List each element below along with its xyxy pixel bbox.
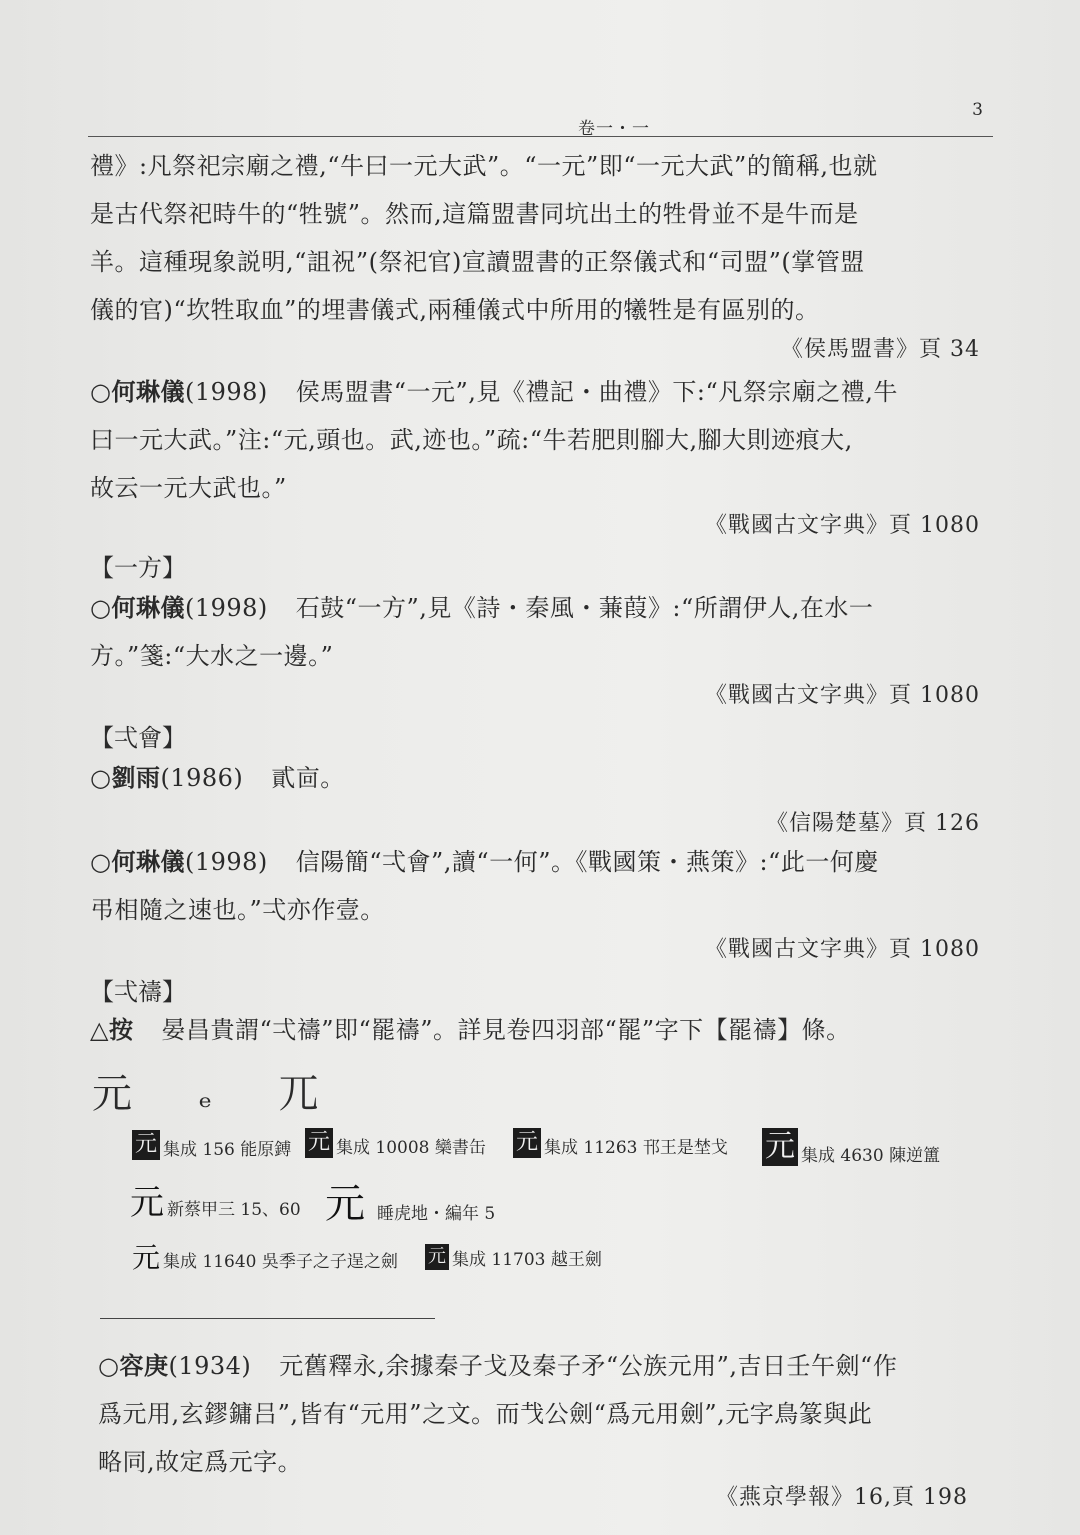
entry-5	[98, 1342, 988, 1486]
glyph-image: 元	[325, 1181, 365, 1227]
entry-3	[90, 754, 990, 802]
inscription-item	[132, 1130, 291, 1160]
note	[90, 1006, 990, 1054]
author-name: ○何琳儀	[90, 594, 185, 622]
entry-1	[90, 368, 990, 512]
text-line: 略同,故定爲元字。	[98, 1448, 303, 1476]
note-text: 晏昌貴謂“弌禱”即“罷禱”。詳見卷四羽部“罷”字下【罷禱】條。	[161, 1016, 851, 1044]
page-header	[88, 100, 993, 137]
inscription-label: 集成 156 能原鎛	[163, 1140, 292, 1160]
glyph-image: 元	[513, 1128, 541, 1158]
inscription-label: 集成 10008 欒書缶	[336, 1138, 486, 1158]
text-line: 羊。這種現象説明,“詛祝”(祭祀官)宣讀盟書的正祭儀式和“司盟”(掌管盟	[90, 248, 865, 276]
year: (1998)	[184, 594, 268, 622]
author-name: ○何琳儀	[90, 848, 185, 876]
running-head: 卷一・一	[578, 119, 650, 139]
text-line: 是古代祭祀時牛的“牲號”。然而,這篇盟書同坑出土的牲骨並不是牛而是	[90, 200, 859, 228]
author-name: ○劉雨	[90, 764, 161, 792]
source-citation: 《戰國古文字典》頁 1080	[705, 513, 980, 538]
glyph-image: 元	[305, 1128, 333, 1158]
author-name: ○何琳儀	[90, 378, 185, 406]
inscription-item	[130, 1183, 301, 1223]
text-line: 貳㐭。	[271, 764, 345, 792]
section-divider	[100, 1318, 435, 1319]
inscription-item	[325, 1181, 496, 1227]
glyph-image: 元	[132, 1130, 160, 1160]
text-line: 禮》:凡祭祀宗廟之禮,“牛曰一元大武”。“一元”即“一元大武”的簡稱,也就	[90, 152, 878, 180]
source-citation: 《燕京學報》16,頁 198	[716, 1485, 968, 1510]
character-heading	[92, 1062, 355, 1119]
text-line: 曰一元大武。”注:“元,頭也。武,迹也。”疏:“牛若肥則腳大,腳大則迹痕大,	[90, 426, 853, 454]
text-line: 儀的官)“坎牲取血”的埋書儀式,兩種儀式中所用的犧牲是有區别的。	[90, 296, 820, 324]
text-line: 弔相隨之速也。”弌亦作壹。	[90, 896, 385, 924]
page-number: 3	[972, 100, 983, 120]
glyph-image: 元	[130, 1183, 164, 1223]
source-citation: 《信陽楚墓》頁 126	[766, 811, 980, 836]
char-yuan: 元	[92, 1071, 150, 1117]
entry-4	[90, 838, 990, 934]
author-name: ○容庚	[98, 1352, 169, 1380]
entry-2	[90, 584, 990, 680]
heading-yi-fang: 【一方】	[90, 554, 186, 582]
text-line: 信陽簡“弌會”,讀“一何”。《戰國策・燕策》:“此一何慶	[295, 848, 879, 876]
text-line: 侯馬盟書“一元”,見《禮記・曲禮》下:“凡祭宗廟之禮,牛	[295, 378, 898, 406]
inscription-label: 集成 11640 吳季子之子逞之劍	[163, 1252, 398, 1272]
text-line: 石鼓“一方”,見《詩・秦風・蒹葭》:“所謂伊人,在水一	[295, 594, 874, 622]
note-mark: △按	[90, 1016, 134, 1044]
inscription-item	[425, 1244, 602, 1270]
inscription-item	[305, 1128, 486, 1158]
inscription-item	[132, 1241, 398, 1274]
heading-yi-dao: 【弌禱】	[90, 978, 186, 1006]
inscription-item	[762, 1128, 940, 1166]
source-citation: 《戰國古文字典》頁 1080	[705, 683, 980, 708]
paragraph-1	[90, 142, 990, 334]
year: (1998)	[184, 378, 268, 406]
glyph-image: 元	[762, 1128, 798, 1166]
year: (1998)	[184, 848, 268, 876]
source-citation: 《戰國古文字典》頁 1080	[705, 937, 980, 962]
inscription-label: 集成 4630 陳逆簠	[801, 1146, 941, 1166]
year: (1934)	[168, 1352, 252, 1380]
char-wu: 兀	[278, 1071, 337, 1117]
inscription-label: 睡虎地・編年 5	[377, 1204, 496, 1224]
text-line: 爲元用,玄鏐鏞吕”,皆有“元用”之文。而𢦏公劍“爲元用劍”,元字鳥篆與此	[98, 1400, 873, 1428]
year: (1986)	[160, 764, 244, 792]
glyph-image: 元	[132, 1241, 161, 1274]
inscription-label: 集成 11263 邗王是埜戈	[544, 1138, 728, 1158]
source-citation: 《侯馬盟書》頁 34	[781, 337, 980, 362]
inscription-item	[513, 1128, 728, 1158]
glyph-image: 元	[425, 1244, 449, 1270]
inscription-label: 集成 11703 越王劍	[452, 1250, 602, 1270]
char-variant: ₑ	[198, 1076, 230, 1116]
text-line: 方。”箋:“大水之一邊。”	[90, 642, 334, 670]
text-line: 故云一元大武也。”	[90, 474, 287, 502]
inscription-label: 新蔡甲三 15、60	[167, 1200, 301, 1220]
heading-yi-he: 【弌會】	[90, 724, 186, 752]
text-line: 元舊釋永,余據秦子戈及秦子矛“公族元用”,吉日壬午劍“作	[279, 1352, 898, 1380]
